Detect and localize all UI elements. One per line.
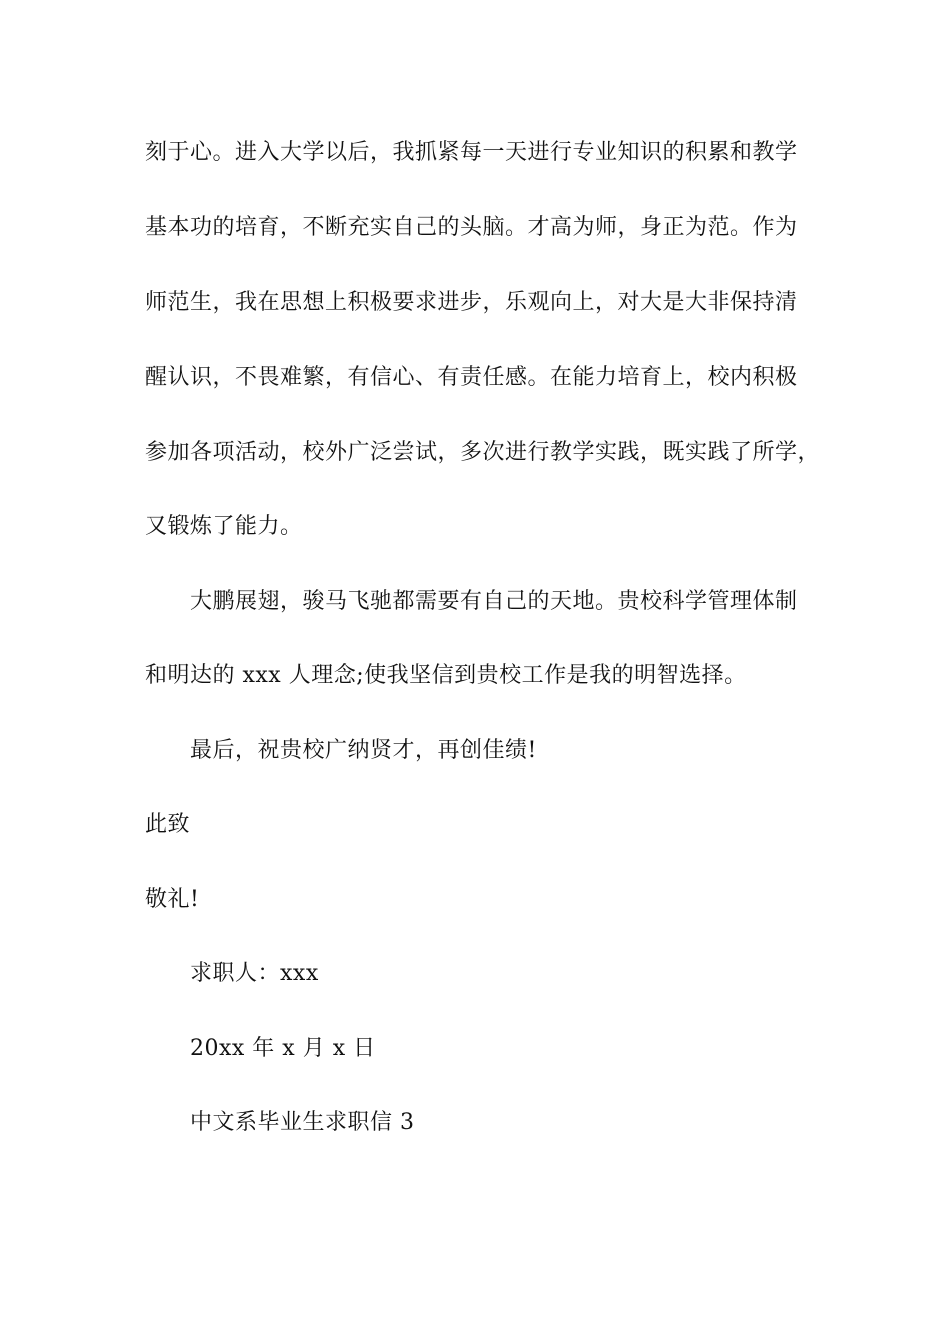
closing-wish: 最后，祝贵校广纳贤才，再创佳绩! [190,738,537,763]
signer: 求职人：xxx [190,961,319,986]
paragraph-1-line-1: 刻于心。进入大学以后，我抓紧每一天进行专业知识的积累和教学 [145,140,798,165]
paragraph-1-line-5: 参加各项活动，校外广泛尝试，多次进行教学实践，既实践了所学， [145,440,821,465]
paragraph-2-line-2: 和明达的 xxx 人理念;使我坚信到贵校工作是我的明智选择。 [145,663,747,688]
paragraph-1-line-2: 基本功的培育，不断充实自己的头脑。才高为师，身正为范。作为 [145,215,798,240]
paragraph-1-line-4: 醒认识，不畏难繁，有信心、有责任感。在能力培育上，校内积极 [145,365,798,390]
paragraph-1-line-3: 师范生，我在思想上积极要求进步，乐观向上，对大是大非保持清 [145,290,798,315]
salutation-1: 此致 [145,812,191,837]
salutation-2: 敬礼! [145,887,200,912]
next-letter-title: 中文系毕业生求职信 3 [190,1110,415,1135]
paragraph-2-line-1: 大鹏展翅，骏马飞驰都需要有自己的天地。贵校科学管理体制 [190,589,798,614]
paragraph-1-line-6: 又锻炼了能力。 [145,514,303,539]
date: 20xx 年 x 月 x 日 [190,1036,376,1061]
